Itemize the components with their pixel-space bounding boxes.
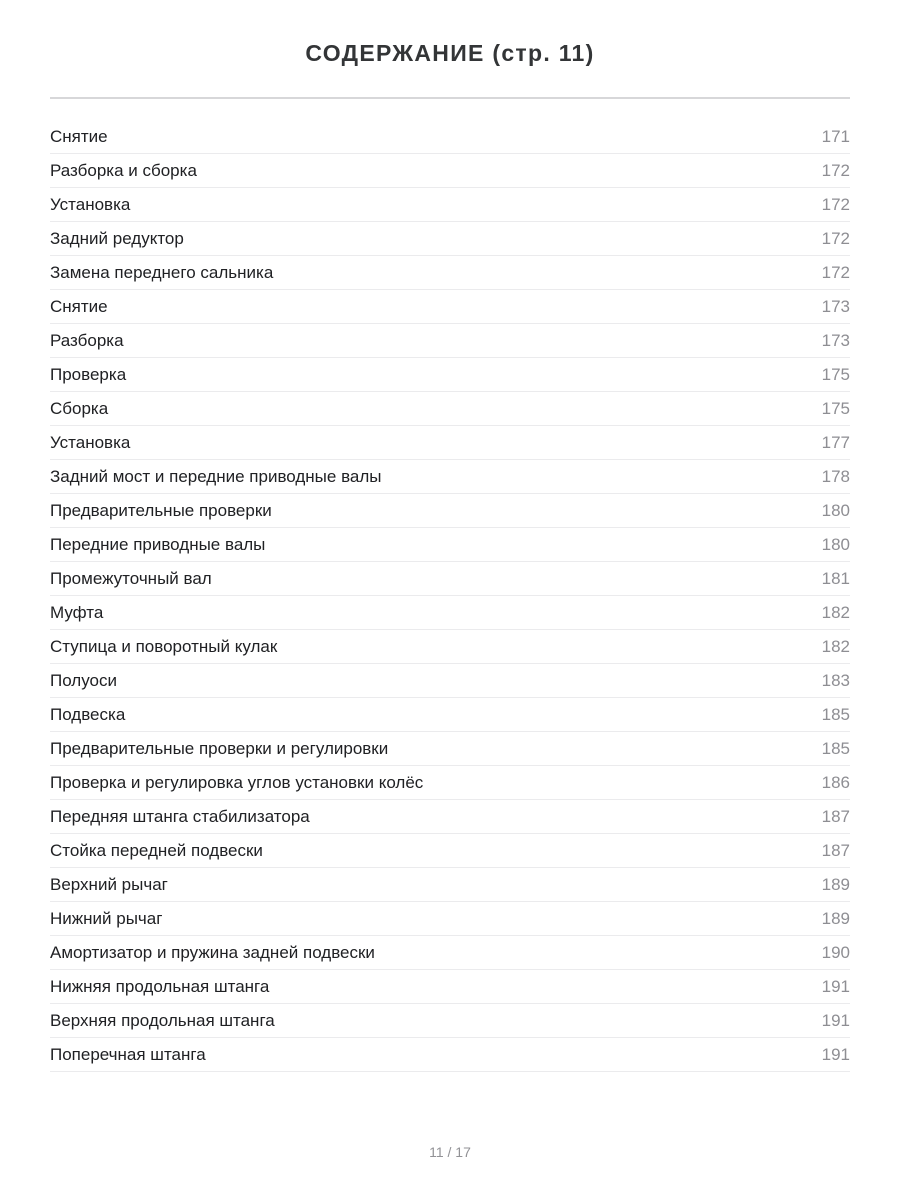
toc-entry-label: Установка bbox=[50, 432, 131, 452]
toc-entry[interactable] bbox=[50, 324, 850, 358]
toc-entry-label: Верхняя продольная штанга bbox=[50, 1010, 275, 1030]
toc-entry-page: 182 bbox=[821, 602, 850, 622]
toc-entry-label: Передние приводные валы bbox=[50, 534, 266, 554]
toc-entry-page: 183 bbox=[821, 670, 850, 690]
toc-entry-page: 191 bbox=[821, 976, 850, 996]
toc-entry-label: Разборка bbox=[50, 330, 124, 350]
toc-entry[interactable] bbox=[50, 664, 850, 698]
toc-entry-label: Задний мост и передние приводные валы bbox=[50, 466, 382, 486]
toc-entry-page: 172 bbox=[821, 160, 850, 180]
toc-entry-page: 172 bbox=[821, 262, 850, 282]
toc-entry-label: Разборка и сборка bbox=[50, 160, 197, 180]
toc-entry[interactable] bbox=[50, 834, 850, 868]
toc-entry[interactable] bbox=[50, 766, 850, 800]
toc-entry[interactable] bbox=[50, 936, 850, 970]
toc-entry-page: 190 bbox=[821, 942, 850, 962]
toc-entry-page: 173 bbox=[821, 330, 850, 350]
toc-entry-label: Верхний рычаг bbox=[50, 874, 168, 894]
toc-entry-label: Замена переднего сальника bbox=[50, 262, 274, 282]
toc-entry[interactable] bbox=[50, 732, 850, 766]
toc-entry-page: 189 bbox=[821, 874, 850, 894]
toc-entry[interactable] bbox=[50, 392, 850, 426]
toc-entry-label: Установка bbox=[50, 194, 131, 214]
toc-entry-label: Нижняя продольная штанга bbox=[50, 976, 270, 996]
pagination-indicator: 11 / 17 bbox=[429, 1144, 471, 1160]
toc-entry[interactable] bbox=[50, 460, 850, 494]
toc-entry[interactable] bbox=[50, 528, 850, 562]
toc-entry-label: Снятие bbox=[50, 296, 108, 316]
toc-entry-label: Нижний рычаг bbox=[50, 908, 163, 928]
toc-entry-page: 180 bbox=[821, 534, 850, 554]
toc-entry-page: 189 bbox=[821, 908, 850, 928]
toc-entry[interactable] bbox=[50, 120, 850, 154]
toc-entry-label: Передняя штанга стабилизатора bbox=[50, 806, 310, 826]
toc-entry-page: 180 bbox=[821, 500, 850, 520]
toc-entry-label: Проверка bbox=[50, 364, 127, 384]
toc-entry[interactable] bbox=[50, 902, 850, 936]
toc-entry[interactable] bbox=[50, 290, 850, 324]
toc-entry-page: 181 bbox=[821, 568, 850, 588]
toc-entry[interactable] bbox=[50, 596, 850, 630]
toc-entry-page: 171 bbox=[821, 126, 850, 146]
toc-entry-page: 187 bbox=[821, 806, 850, 826]
toc-entry-page: 172 bbox=[821, 228, 850, 248]
toc-entry-page: 172 bbox=[821, 194, 850, 214]
toc-entry-page: 191 bbox=[821, 1044, 850, 1064]
toc-entry-page: 178 bbox=[821, 466, 850, 486]
toc-list bbox=[50, 120, 850, 1072]
toc-entry[interactable] bbox=[50, 222, 850, 256]
toc-entry[interactable] bbox=[50, 970, 850, 1004]
toc-entry-label: Ступица и поворотный кулак bbox=[50, 636, 278, 656]
toc-entry[interactable] bbox=[50, 188, 850, 222]
toc-entry-page: 185 bbox=[821, 704, 850, 724]
toc-entry-label: Амортизатор и пружина задней подвески bbox=[50, 942, 375, 962]
toc-entry[interactable] bbox=[50, 800, 850, 834]
toc-entry-label: Предварительные проверки и регулировки bbox=[50, 738, 389, 758]
toc-entry-page: 191 bbox=[821, 1010, 850, 1030]
toc-entry[interactable] bbox=[50, 1038, 850, 1072]
toc-entry-label: Полуоси bbox=[50, 670, 117, 690]
title-divider bbox=[50, 97, 850, 99]
toc-entry[interactable] bbox=[50, 426, 850, 460]
toc-entry-label: Муфта bbox=[50, 602, 104, 622]
toc-entry-label: Подвеска bbox=[50, 704, 126, 724]
toc-entry-page: 175 bbox=[821, 364, 850, 384]
toc-entry-page: 182 bbox=[821, 636, 850, 656]
toc-entry[interactable] bbox=[50, 630, 850, 664]
toc-entry-page: 185 bbox=[821, 738, 850, 758]
toc-entry[interactable] bbox=[50, 1004, 850, 1038]
toc-entry-page: 187 bbox=[821, 840, 850, 860]
toc-entry[interactable] bbox=[50, 154, 850, 188]
toc-entry-label: Поперечная штанга bbox=[50, 1044, 206, 1064]
toc-entry[interactable] bbox=[50, 868, 850, 902]
page-title: СОДЕРЖАНИЕ (стр. 11) bbox=[305, 40, 595, 66]
toc-entry-page: 175 bbox=[821, 398, 850, 418]
toc-entry-page: 186 bbox=[821, 772, 850, 792]
toc-entry-page: 177 bbox=[821, 432, 850, 452]
toc-entry[interactable] bbox=[50, 698, 850, 732]
toc-entry[interactable] bbox=[50, 562, 850, 596]
toc-entry-label: Предварительные проверки bbox=[50, 500, 272, 520]
toc-entry-label: Стойка передней подвески bbox=[50, 840, 263, 860]
toc-entry-label: Задний редуктор bbox=[50, 228, 184, 248]
toc-entry[interactable] bbox=[50, 358, 850, 392]
toc-entry-label: Проверка и регулировка углов установки колёс bbox=[50, 772, 424, 792]
toc-entry-page: 173 bbox=[821, 296, 850, 316]
toc-entry[interactable] bbox=[50, 256, 850, 290]
toc-entry-label: Снятие bbox=[50, 126, 108, 146]
toc-entry-label: Промежуточный вал bbox=[50, 568, 212, 588]
toc-entry[interactable] bbox=[50, 494, 850, 528]
toc-entry-label: Сборка bbox=[50, 398, 109, 418]
